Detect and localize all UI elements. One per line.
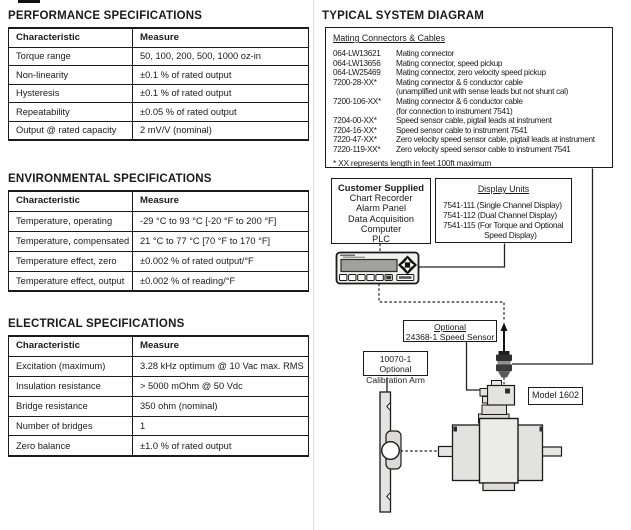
cable-list-item: 7220-47-XX* Zero velocity speed sensor cable, pigtail leads at instrument [333,135,595,145]
mount-nub [454,427,458,432]
device-button [367,275,374,281]
cell-measure: -29 °C to 93 °C [-20 °F to 200 °F] [132,212,308,231]
calibration-arm-drawing [380,392,401,512]
cell-measure: 50, 100, 200, 500, 1000 oz-in [132,48,308,66]
display-unit-item: 7541-112 (Dual Channel Display) [443,210,557,220]
device-screen [341,260,397,272]
device-button [340,275,347,281]
left-shaft [439,447,454,457]
cell-characteristic: Temperature effect, output [16,275,125,286]
cell-characteristic: Zero balance [16,440,71,451]
cable-list-item: 7204-16-XX* Speed sensor cable to instrument 7541 [333,125,528,135]
display-unit-item: 7541-111 (Single Channel Display) [443,200,562,210]
cell-characteristic: Temperature, compensated [16,235,130,246]
cable-list-item: 064-LW13621 Mating connector [333,49,455,58]
sensor-body-top [496,355,512,362]
right-shaft [542,447,562,456]
customer-supplied-box [331,178,431,244]
section-title-performance: PERFORMANCE SPECIFICATIONS [8,10,203,22]
column-header-characteristic: Characteristic [16,340,80,352]
cell-measure: ±1.0 % of rated output [132,436,308,455]
connector-tab [483,397,488,404]
calibration-arm-label-line1: 10070-1 Optional [379,354,412,375]
cell-measure: 21 °C to 77 °C [70 °F to 170 °F] [132,232,308,251]
cell-characteristic: Bridge resistance [16,400,88,411]
connector-pin [505,389,510,394]
sensor-collar [499,351,510,355]
device-button [376,275,383,281]
customer-item: Alarm Panel [355,203,407,214]
cable-list-item: 7204-00-XX* Speed sensor cable, pigtail leads at instrument [333,116,552,126]
cell-characteristic: Output @ rated capacity [16,125,117,135]
speed-sensor-label-optional: Optional [433,322,466,332]
speed-sensor-label-name: 24368-1 Speed Sensor [405,332,495,342]
link-display-to-display-units [418,244,505,268]
speed-sensor-label [403,320,497,342]
column-header-measure: Measure [132,192,308,211]
signal-arrow-icon [501,323,508,332]
body-center-section [480,419,519,484]
connector-block [488,386,515,406]
sensor-band [498,361,511,364]
cable-list-item: 7200-28-XX* Mating connector & 6 conductor cable [333,77,523,87]
column-header-measure: Measure [132,29,308,47]
section-title-electrical: ELECTRICAL SPECIFICATIONS [8,318,185,330]
cell-measure: 3.28 kHz optimum @ 10 Vac max. RMS [132,357,308,376]
cell-measure: 2 mV/V (nominal) [132,122,308,140]
cable-list-item: 064-LW25469 Mating connector, zero velocity speed pickup [333,68,546,78]
arm-hub-circle [382,442,400,460]
customer-box-title: Customer Supplied [338,182,424,193]
bottom-plate [483,483,515,491]
sensor-body-bottom [496,364,512,371]
speed-sensor-drawing [496,323,512,378]
cables-footnote: * XX represents length in feet 100ft maximum [333,157,492,168]
cable-list-item: 7220-119-XX* Zero velocity speed sensor cable to instrument 7541 [333,144,571,154]
model-label: Model 1602 [528,387,583,405]
section-title-environmental: ENVIRONMENTAL SPECIFICATIONS [8,173,212,185]
customer-item: Chart Recorder [349,193,413,204]
cell-characteristic: Excitation (maximum) [16,361,106,372]
column-header-characteristic: Characteristic [16,31,80,43]
dashed-link-display-to-speed-sensor [379,284,504,323]
display-device-drawing [337,253,419,284]
device-brand-marking [340,255,355,257]
cell-measure: ±0.1 % of rated output [132,85,308,103]
cables-box-title: Mating Connectors & Cables [333,33,445,43]
device-button [358,275,365,281]
diagram-title: TYPICAL SYSTEM DIAGRAM [322,10,485,22]
display-unit-item-continuation: Speed Display) [484,230,537,240]
mount-nub [540,427,544,432]
cell-characteristic: Non-linearity [16,69,69,80]
cell-characteristic: Temperature effect, zero [16,255,117,266]
mating-connectors-box [325,27,613,168]
display-units-title: Display Units [477,184,530,194]
customer-item: Computer [360,223,402,234]
cell-characteristic: Number of bridges [16,420,93,431]
cable-list-item: 064-LW13656 Mating connector, speed pickup [333,58,503,68]
connector-tab [480,389,488,397]
device-button [349,275,356,281]
cell-characteristic: Repeatability [16,106,70,117]
cell-measure: > 5000 mOhm @ 50 Vdc [132,377,308,396]
cell-measure: ±0.1 % of rated output [132,66,308,84]
column-header-characteristic: Characteristic [16,195,80,207]
connector-base [482,405,507,415]
cell-measure: ±0.05 % of rated output [132,103,308,121]
link-speed-sensor-label-to-connector [467,342,489,390]
customer-item: PLC [372,234,390,245]
cell-measure: 350 ohm (nominal) [132,397,308,416]
cell-measure: ±0.002 % of rated output/°F [132,252,308,271]
cell-characteristic: Temperature, operating [16,216,113,227]
display-units-box [435,178,572,243]
customer-item: Data Acquisition [348,213,414,224]
cell-characteristic: Hysteresis [16,88,60,98]
cable-list-item-continuation: (unamplified unit with sense leads but not shunt cal) [396,87,569,97]
display-unit-item: 7541-115 (For Torque and Optional [443,220,564,230]
device-button-glyph [386,276,391,280]
cable-list-item-continuation: (for connection to instrument 7541) [396,106,513,116]
cell-characteristic: Torque range [16,51,71,61]
cell-characteristic: Insulation resistance [16,380,101,391]
cable-list-item: 7200-106-XX* Mating connector & 6 conductor cable [333,96,523,106]
sensor-tip [498,371,511,377]
cell-measure: ±0.002 % of reading/°F [132,272,308,291]
calibration-arm-label-line2: Calibration Arm [366,374,425,385]
column-header-measure: Measure [132,337,308,356]
device-button-glyph [399,276,412,279]
body-right-section [518,425,543,481]
calibration-arm-label [363,351,428,385]
cell-measure: 1 [132,417,308,436]
body-left-section [453,425,481,481]
device-brand-marking [343,257,365,258]
